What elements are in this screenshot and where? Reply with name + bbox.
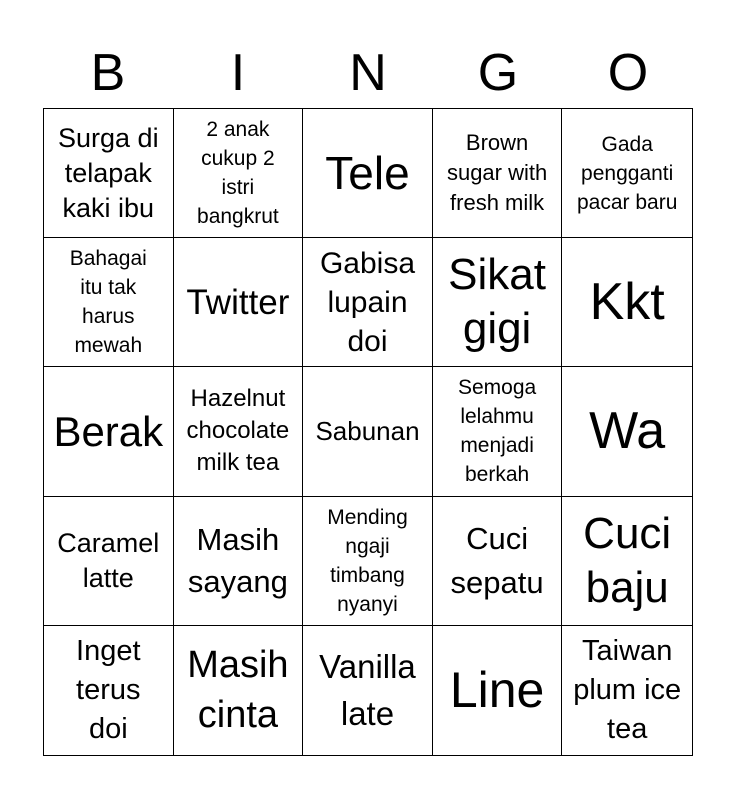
- bingo-cell[interactable]: [44, 497, 174, 626]
- cell-text: Semoga lelahmu menjadi berkah: [457, 376, 537, 487]
- bingo-cell[interactable]: [174, 497, 304, 626]
- bingo-cell[interactable]: [562, 626, 692, 755]
- bingo-cell[interactable]: [433, 367, 563, 496]
- cell-text: Inget terus doi: [76, 634, 141, 745]
- cell-text: Kkt: [589, 273, 665, 332]
- bingo-cell[interactable]: [433, 626, 563, 755]
- bingo-cell[interactable]: [562, 497, 692, 626]
- bingo-cell[interactable]: [44, 109, 174, 238]
- bingo-cell[interactable]: [303, 238, 433, 367]
- cell-text: Tele: [325, 147, 410, 200]
- bingo-cell[interactable]: [433, 109, 563, 238]
- header-letter-i: I: [230, 44, 246, 102]
- cell-text: Vanilla late: [319, 648, 416, 733]
- cell-text: Wa: [589, 402, 666, 461]
- bingo-cell[interactable]: [303, 626, 433, 755]
- cell-text: Cuci baju: [583, 508, 672, 612]
- header-letter-b: B: [90, 44, 126, 102]
- cell-text: Berak: [53, 407, 164, 455]
- bingo-cell[interactable]: [174, 109, 304, 238]
- cell-text: Bahagai itu tak harus mewah: [69, 247, 147, 358]
- cell-text: Twitter: [186, 282, 290, 322]
- bingo-cell[interactable]: [44, 367, 174, 496]
- bingo-cell[interactable]: [562, 367, 692, 496]
- cell-text: Masih sayang: [187, 521, 288, 599]
- header-letter-n: N: [349, 44, 387, 102]
- bingo-grid: [43, 108, 693, 756]
- cell-text: Cuci sepatu: [450, 520, 544, 600]
- bingo-cell[interactable]: [562, 109, 692, 238]
- bingo-cell[interactable]: [433, 238, 563, 367]
- bingo-cell[interactable]: [303, 497, 433, 626]
- header-letter-g: G: [477, 44, 519, 102]
- cell-text: Sabunan: [315, 416, 420, 447]
- bingo-cell[interactable]: [174, 367, 304, 496]
- bingo-header: [43, 40, 693, 106]
- bingo-cell[interactable]: [44, 626, 174, 755]
- bingo-cell[interactable]: [174, 238, 304, 367]
- bingo-cell[interactable]: [44, 238, 174, 367]
- bingo-cell[interactable]: [303, 109, 433, 238]
- bingo-cell[interactable]: [562, 238, 692, 367]
- bingo-cell[interactable]: [174, 626, 304, 755]
- cell-text: Masih cinta: [187, 644, 289, 737]
- cell-text: Hazelnut chocolate milk tea: [186, 385, 290, 477]
- cell-text: Sikat gigi: [448, 250, 546, 354]
- cell-text: Caramel latte: [57, 527, 160, 593]
- cell-text: Gabisa lupain doi: [319, 246, 416, 358]
- cell-text: Gada pengganti pacar baru: [576, 132, 678, 214]
- bingo-cell[interactable]: [433, 497, 563, 626]
- cell-text: Taiwan plum ice tea: [573, 634, 682, 745]
- cell-text: 2 anak cukup 2 istri bangkrut: [197, 118, 279, 229]
- bingo-cell[interactable]: [303, 367, 433, 496]
- cell-text: Surga di telapak kaki ibu: [58, 122, 159, 223]
- header-letter-o: O: [607, 44, 649, 102]
- cell-text: Line: [449, 662, 545, 719]
- cell-text: Brown sugar with fresh milk: [446, 130, 548, 216]
- cell-text: Mending ngaji timbang nyanyi: [327, 505, 408, 616]
